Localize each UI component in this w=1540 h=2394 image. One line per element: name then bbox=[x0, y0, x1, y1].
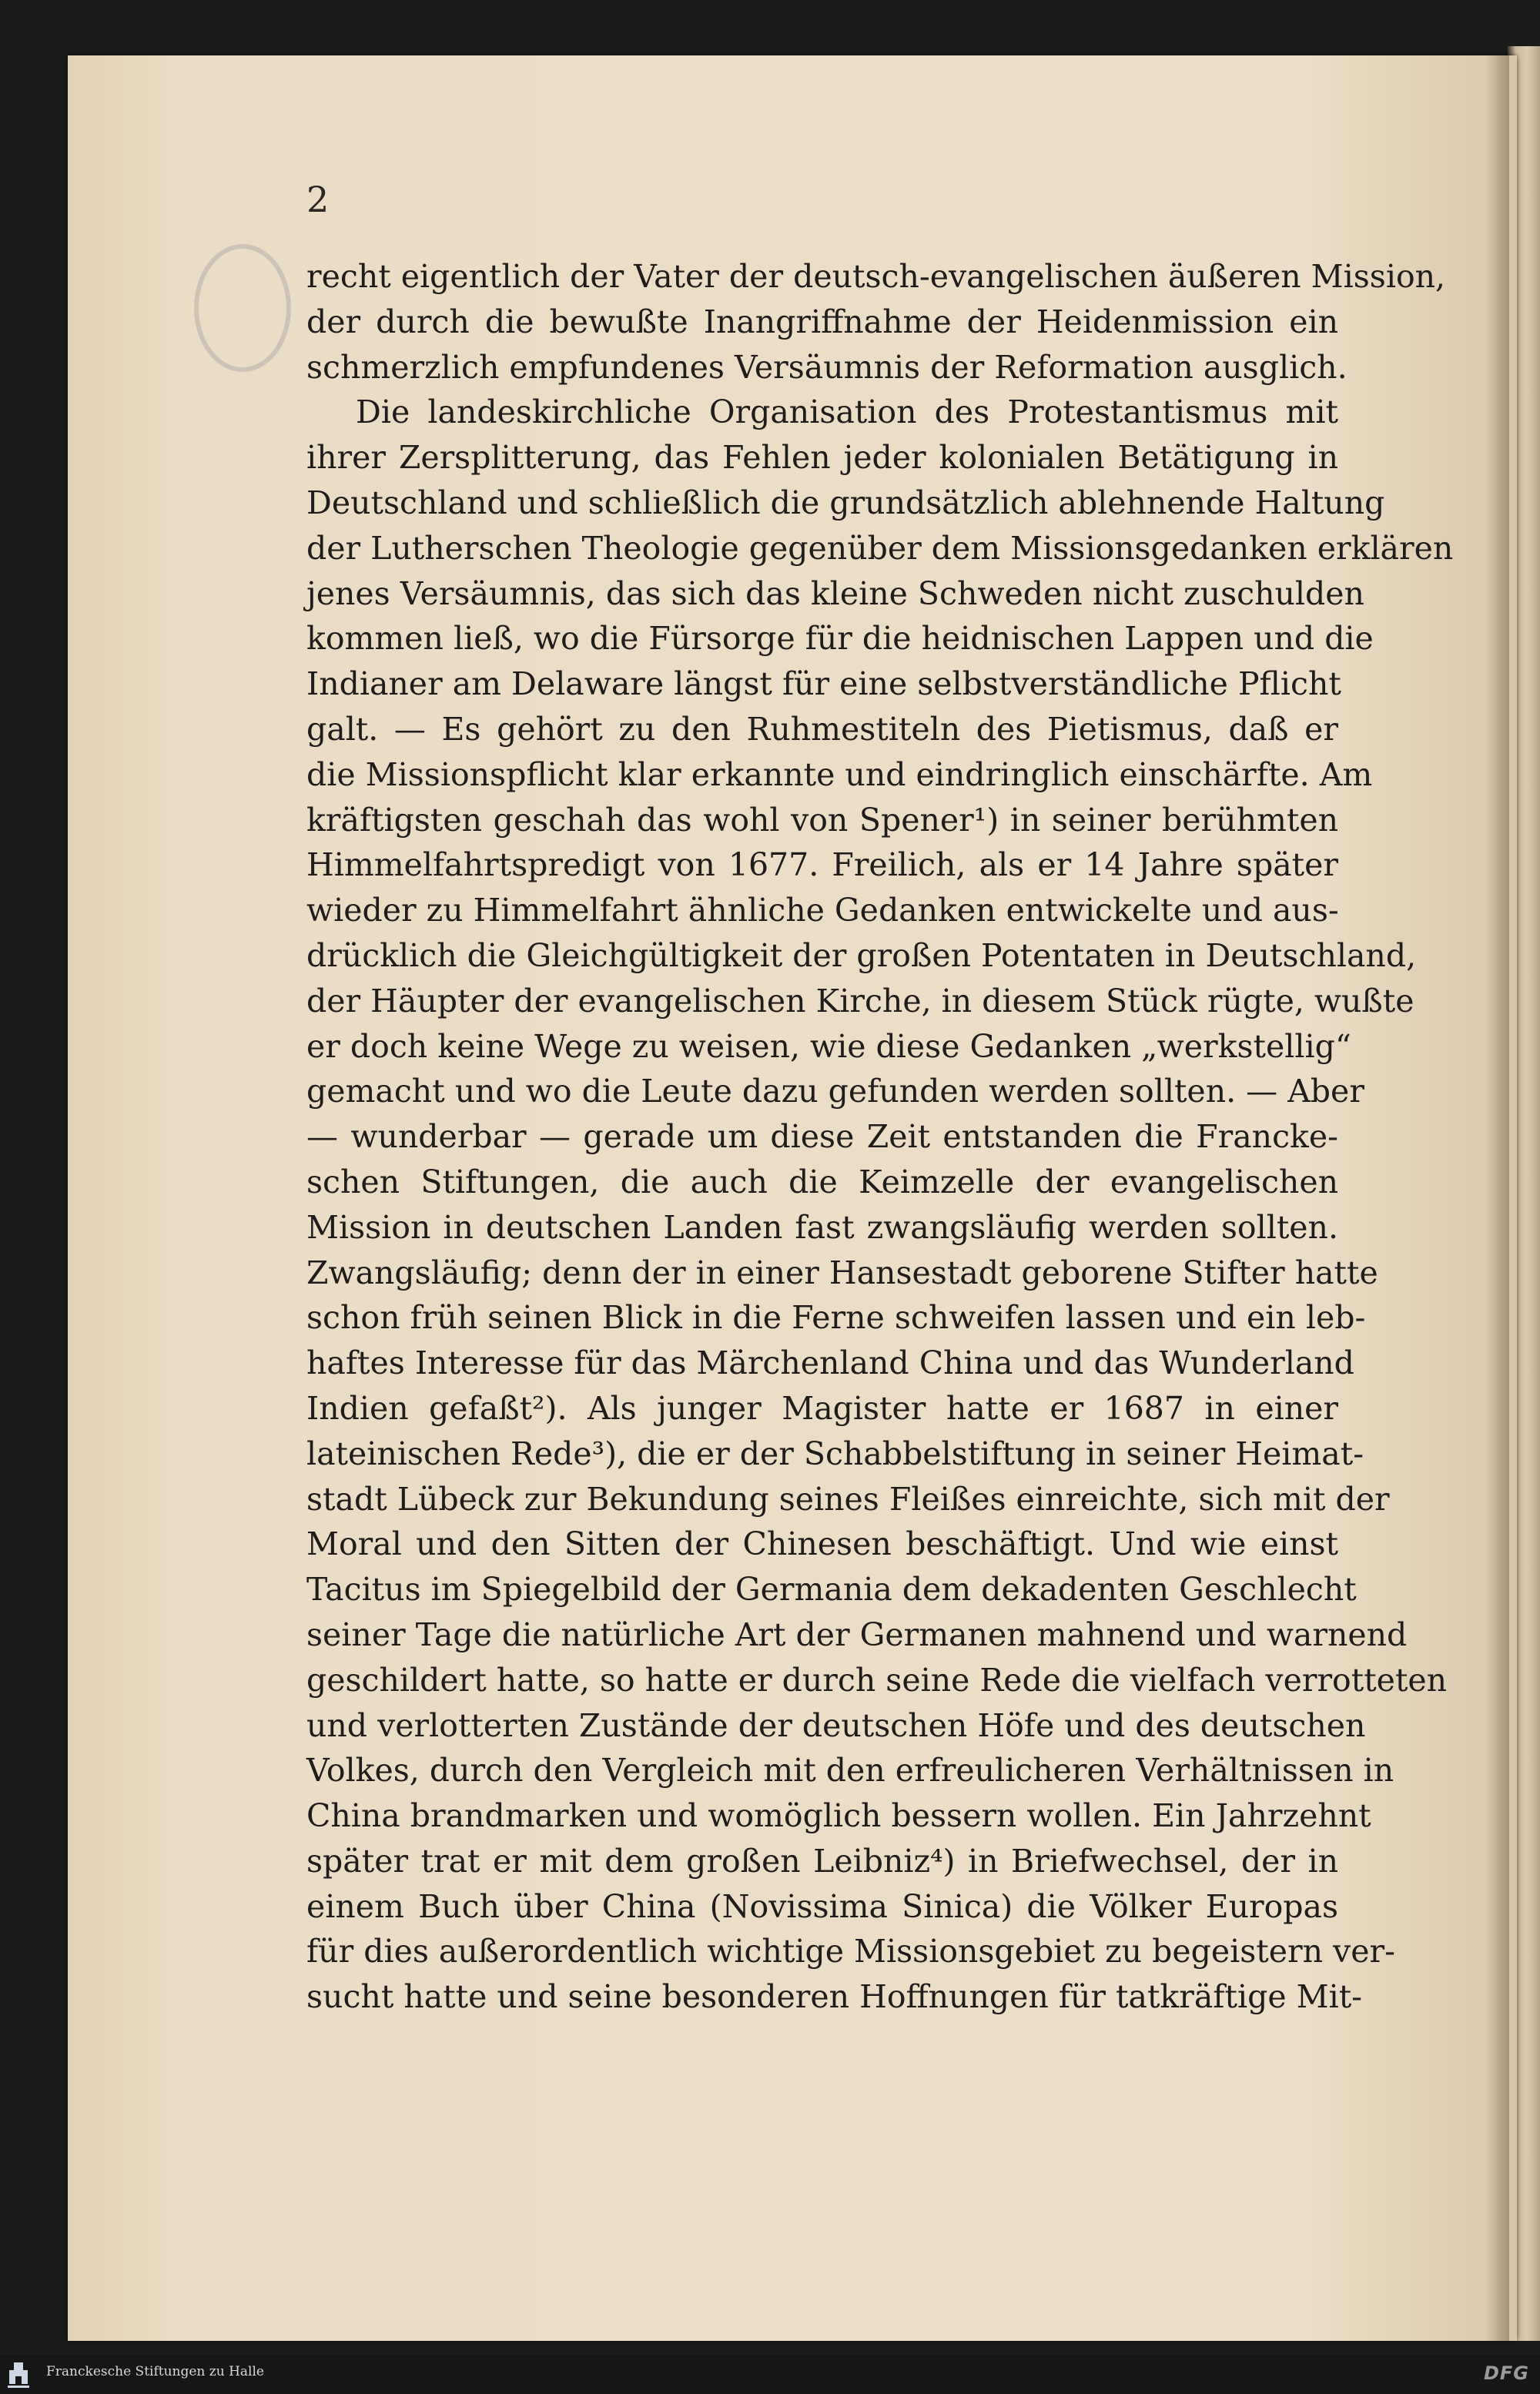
text-line: seiner Tage die natürliche Art der Germanen mahnend und warnend bbox=[306, 1616, 1408, 1653]
dfg-logo: DFG bbox=[1483, 2362, 1529, 2384]
text-line: gemacht und wo die Leute dazu gefunden werden sollten. — Aber bbox=[306, 1073, 1364, 1110]
text-line: einem Buch über China (Novissima Sinica) die Völker Europas bbox=[306, 1887, 1338, 1925]
text-line: Die landeskirchliche Organisation des Protestantismus mit bbox=[356, 393, 1338, 431]
text-line: China brandmarken und womöglich bessern wollen. Ein Jahrzehnt bbox=[306, 1797, 1371, 1835]
text-line: Volkes, durch den Vergleich mit den erfreulicheren Verhältnissen in bbox=[306, 1752, 1394, 1790]
text-line: stadt Lübeck zur Bekundung seines Fleißes einreichte, sich mit der bbox=[306, 1480, 1390, 1518]
text-line: wieder zu Himmelfahrt ähnliche Gedanken entwickelte und aus- bbox=[306, 892, 1339, 929]
text-line: lateinischen Rede³), die er der Schabbelstiftung in seiner Heimat- bbox=[306, 1435, 1364, 1472]
text-line: recht eigentlich der Vater der deutsch-evangelischen äußeren Mission, bbox=[306, 258, 1446, 295]
text-line: und verlotterten Zustände der deutschen Höfe und des deutschen bbox=[306, 1706, 1366, 1744]
text-line: geschildert hatte, so hatte er durch seine Rede die vielfach verrotteten bbox=[306, 1661, 1448, 1699]
text-line: der Lutherschen Theologie gegenüber dem Missionsgedanken erklären bbox=[306, 529, 1454, 567]
text-line: kommen ließ, wo die Fürsorge für die heidnischen Lappen und die bbox=[306, 620, 1374, 658]
page-number: 2 bbox=[306, 179, 330, 220]
gutter-shadow bbox=[1486, 55, 1509, 2341]
body-text bbox=[306, 254, 1454, 2020]
text-line: Indianer am Delaware längst für eine selbstverständliche Pflicht bbox=[306, 665, 1341, 703]
text-line: er doch keine Wege zu weisen, wie diese Gedanken „werkstellig“ bbox=[306, 1027, 1351, 1065]
text-line: kräftigsten geschah das wohl von Spener¹) in seiner berühmten bbox=[306, 801, 1338, 839]
text-line: Zwangsläufig; denn der in einer Hansestadt geborene Stifter hatte bbox=[306, 1254, 1378, 1291]
text-line: Moral und den Sitten der Chinesen beschäftigt. Und wie einst bbox=[306, 1525, 1338, 1563]
text-line: Deutschland und schließlich die grundsätzlich ablehnende Haltung bbox=[306, 484, 1385, 521]
text-line: Indien gefaßt²). Als junger Magister hatte er 1687 in einer bbox=[306, 1389, 1338, 1427]
text-line: galt. — Es gehört zu den Ruhmestiteln des Pietismus, daß er bbox=[306, 710, 1338, 748]
text-line: der Häupter der evangelischen Kirche, in diesem Stück rügte, wußte bbox=[306, 982, 1414, 1020]
text-line: schon früh seinen Blick in die Ferne schweifen lassen und ein leb- bbox=[306, 1299, 1366, 1337]
text-line: Himmelfahrtspredigt von 1677. Freilich, als er 14 Jahre später bbox=[306, 846, 1338, 884]
text-line: die Missionspflicht klar erkannte und eindringlich einschärfte. Am bbox=[306, 755, 1373, 793]
text-line: schmerzlich empfundenes Versäumnis der Reformation ausglich. bbox=[306, 348, 1348, 386]
text-line: — wunderbar — gerade um diese Zeit entstanden die Francke- bbox=[306, 1118, 1338, 1156]
text-line: Mission in deutschen Landen fast zwangsläufig werden sollten. bbox=[306, 1208, 1338, 1246]
text-line: der durch die bewußte Inangriffnahme der Heidenmission ein bbox=[306, 303, 1338, 340]
text-line: drücklich die Gleichgültigkeit der großen Potentaten in Deutschland, bbox=[306, 936, 1417, 974]
text-line: für dies außerordentlich wichtige Missionsgebiet zu begeistern ver- bbox=[306, 1933, 1395, 1970]
text-line: schen Stiftungen, die auch die Keimzelle der evangelischen bbox=[306, 1163, 1338, 1200]
footer-bar bbox=[0, 2355, 1540, 2394]
institution-logo-icon bbox=[5, 2359, 32, 2390]
text-line: später trat er mit dem großen Leibniz⁴) in Briefwechsel, der in bbox=[306, 1842, 1338, 1880]
text-line: haftes Interesse für das Märchenland China und das Wunderland bbox=[306, 1344, 1354, 1382]
text-line: Tacitus im Spiegelbild der Germania dem dekadenten Geschlecht bbox=[306, 1571, 1357, 1609]
text-line: sucht hatte und seine besonderen Hoffnungen für tatkräftige Mit- bbox=[306, 1978, 1363, 2016]
faded-stamp-mark bbox=[185, 231, 300, 385]
institution-name: Franckesche Stiftungen zu Halle bbox=[46, 2364, 264, 2379]
text-line: jenes Versäumnis, das sich das kleine Schweden nicht zuschulden bbox=[306, 574, 1364, 612]
text-line: ihrer Zersplitterung, das Fehlen jeder kolonialen Betätigung in bbox=[306, 439, 1338, 477]
